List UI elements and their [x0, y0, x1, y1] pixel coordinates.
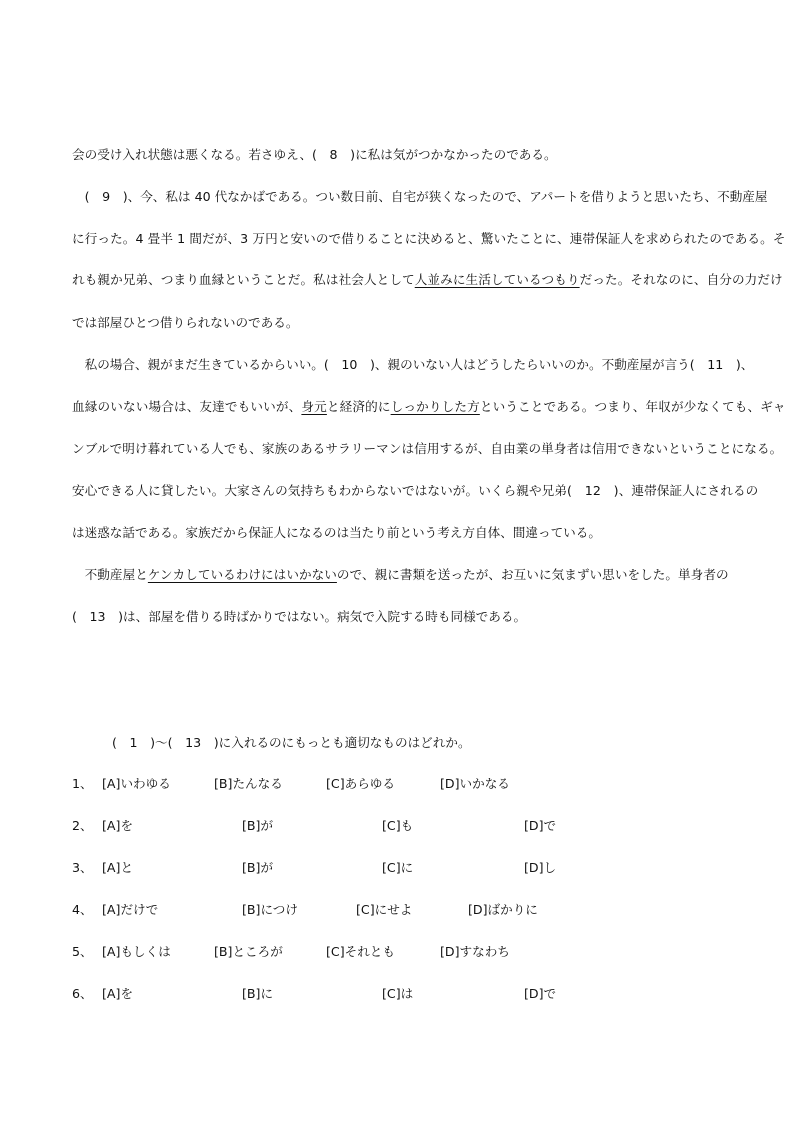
- underlined-phrase: 人並みに生活しているつもり: [414, 272, 580, 287]
- answer-option-a[interactable]: [A]いわゆる: [102, 776, 171, 791]
- passage-text: ンブルで明け暮れている人でも、家族のあるサラリーマンは信用するが、自由業の単身者は信用できないということになる。: [72, 441, 783, 456]
- passage-line: [72, 399, 786, 415]
- question-item: [72, 860, 672, 878]
- passage-line: [72, 567, 729, 583]
- passage-line: [72, 147, 557, 163]
- answer-option-d[interactable]: [D]で: [524, 986, 557, 1001]
- passage-line: [72, 357, 753, 373]
- answer-option-b[interactable]: [B]が: [242, 860, 274, 875]
- passage-text: ということである。つまり、年収が少なくても、ギャ: [479, 399, 786, 414]
- passage-line: [72, 441, 782, 457]
- answer-option-d[interactable]: [D]し: [524, 860, 557, 875]
- passage-line: [72, 231, 786, 247]
- passage-text: 会の受け入れ状態は悪くなる。若さゆえ、( 8 )に私は気がつかなかったのである。: [72, 147, 557, 162]
- passage-line: [72, 189, 768, 205]
- passage-line: [72, 525, 601, 541]
- passage-text: ので、親に書類を送ったが、お互いに気まずい思いをした。単身者の: [336, 567, 729, 582]
- answer-option-c[interactable]: [C]それとも: [326, 944, 395, 959]
- question-item: [72, 986, 672, 1004]
- passage-line: [72, 315, 298, 331]
- answer-option-c[interactable]: [C]にせよ: [356, 902, 413, 917]
- question-item: [72, 818, 672, 836]
- passage-text: 血縁のいない場合は、友達でもいいが、: [72, 399, 302, 414]
- answer-option-b[interactable]: [B]が: [242, 818, 274, 833]
- answer-option-a[interactable]: [A]と: [102, 860, 134, 875]
- answer-option-a[interactable]: [A]を: [102, 986, 134, 1001]
- question-number: 1、: [72, 776, 93, 791]
- answer-option-a[interactable]: [A]だけで: [102, 902, 159, 917]
- answer-option-c[interactable]: [C]に: [382, 860, 414, 875]
- answer-option-b[interactable]: [B]ところが: [214, 944, 283, 959]
- answer-option-b[interactable]: [B]につけ: [242, 902, 298, 917]
- underlined-phrase: しっかりした方: [390, 399, 480, 414]
- answer-option-d[interactable]: [D]ばかりに: [468, 902, 538, 917]
- underlined-phrase: 身元: [301, 399, 327, 414]
- passage-text: 安心できる人に貸したい。大家さんの気持ちもわからないではないが。いくら親や兄弟( 12 )、連帯保証人にされるの: [72, 483, 759, 498]
- passage-text: と経済的に: [326, 399, 391, 414]
- passage-line: [72, 609, 526, 625]
- answer-option-d[interactable]: [D]すなわち: [440, 944, 510, 959]
- passage-line: [72, 272, 783, 288]
- passage-text: れも親か兄弟、つまり血縁ということだ。私は社会人として: [72, 272, 415, 287]
- passage-text: は迷惑な話である。家族だから保証人になるのは当たり前という考え方自体、間違っている。: [72, 525, 601, 540]
- question-number: 3、: [72, 860, 93, 875]
- question-number: 2、: [72, 818, 93, 833]
- question-item: [72, 902, 672, 920]
- answer-option-b[interactable]: [B]に: [242, 986, 274, 1001]
- passage-text: では部屋ひとつ借りられないのである。: [72, 315, 299, 330]
- answer-option-a[interactable]: [A]を: [102, 818, 134, 833]
- question-number: 5、: [72, 944, 93, 959]
- answer-option-c[interactable]: [C]あらゆる: [326, 776, 395, 791]
- underlined-phrase: ケンカしているわけにはいかない: [147, 567, 337, 582]
- question-instruction: ( 1 )～( 13 )に入れるのにもっとも適切なものはどれか。: [112, 735, 471, 750]
- passage-line: [72, 483, 758, 499]
- answer-option-c[interactable]: [C]も: [382, 818, 414, 833]
- question-number: 6、: [72, 986, 93, 1001]
- answer-option-c[interactable]: [C]は: [382, 986, 414, 1001]
- question-item: [72, 944, 672, 962]
- answer-option-d[interactable]: [D]いかなる: [440, 776, 510, 791]
- passage-text: だった。それなのに、自分の力だけ: [579, 272, 783, 287]
- answer-option-a[interactable]: [A]もしくは: [102, 944, 171, 959]
- passage-text: 私の場合、親がまだ生きているからいい。( 10 )、親のいない人はどうしたらいいのか。不動産屋が言う( 11 )、: [72, 357, 754, 372]
- passage-text: 不動産屋と: [72, 567, 148, 582]
- question-number: 4、: [72, 902, 93, 917]
- question-item: [72, 776, 672, 794]
- answer-option-b[interactable]: [B]たんなる: [214, 776, 283, 791]
- answer-option-d[interactable]: [D]で: [524, 818, 557, 833]
- passage-text: ( 9 )、今、私は 40 代なかばである。つい数日前、自宅が狭くなったので、アパートを借りようと思いたち、不動産屋: [72, 189, 768, 204]
- passage-text: に行った。4 畳半 1 間だが、3 万円と安いので借りることに決めると、驚いたことに、連帯保証人を求められたのである。そ: [72, 231, 786, 246]
- passage-text: ( 13 )は、部屋を借りる時ばかりではない。病気で入院する時も同様である。: [72, 609, 527, 624]
